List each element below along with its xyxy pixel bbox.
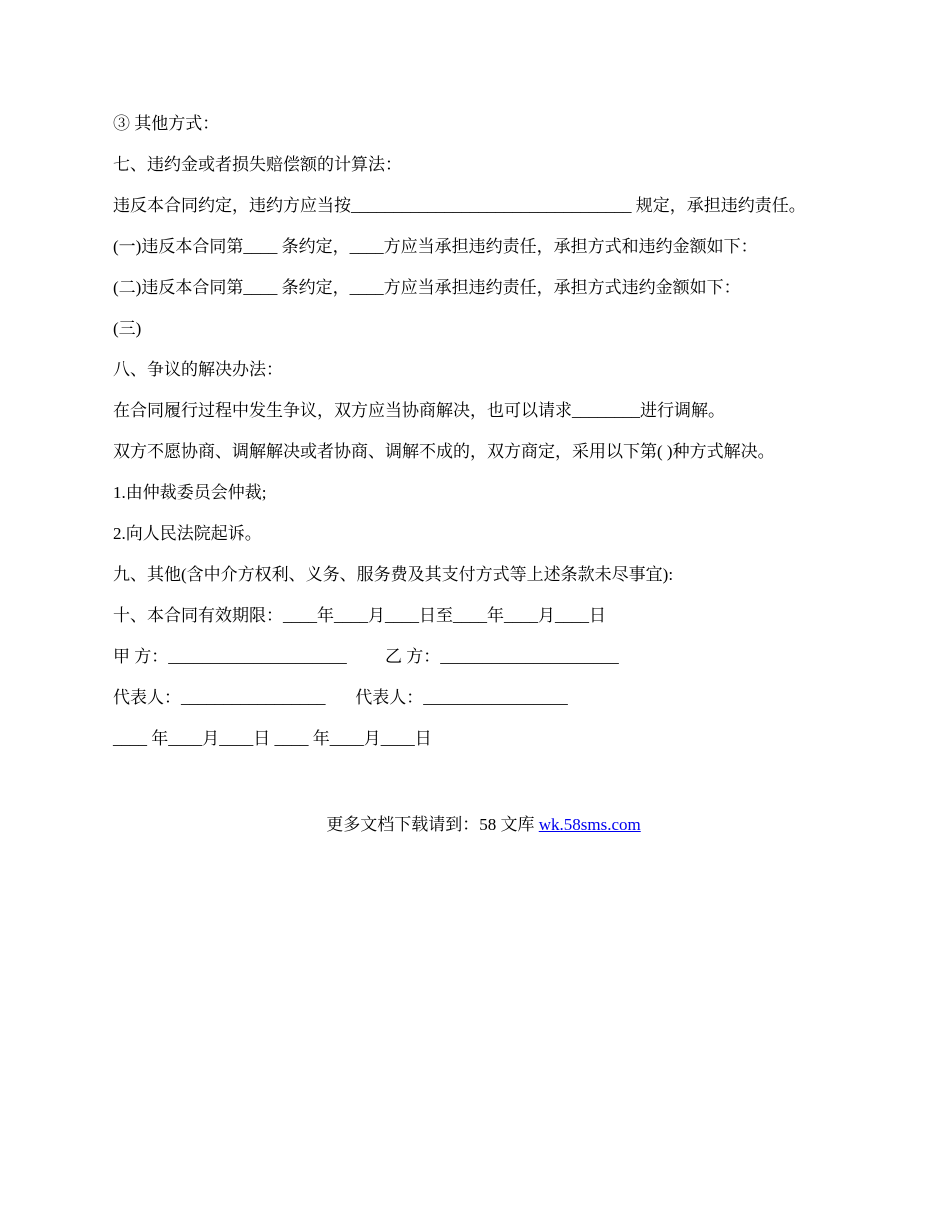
clause-line-mediation: 在合同履行过程中发生争议，双方应当协商解决，也可以请求________进行调解。 [113,401,725,420]
footer-text: 更多文档下载请到：58 文库 [326,815,539,834]
section-heading-9: 九、其他(含中介方权利、义务、服务费及其支付方式等上述条款未尽事宜): [113,565,674,584]
clause-line-other-methods: ③ 其他方式： [113,114,220,133]
clause-line-court: 2.向人民法院起诉。 [113,524,262,543]
clause-line-breach-3: (三) [113,319,142,338]
document-body [113,113,838,750]
signature-dates: ____ 年____月____日 ____ 年____月____日 [113,729,432,748]
signature-parties: 甲 方：_____________________ 乙 方：_____________________ [113,647,619,666]
footer-link[interactable]: wk.58sms.com [538,815,641,834]
section-heading-10: 十、本合同有效期限：____年____月____日至____年____月____日 [113,606,606,625]
section-heading-7: 七、违约金或者损失赔偿额的计算法： [113,155,402,174]
clause-line-arbitration: 1.由仲裁委员会仲裁; [113,483,267,502]
clause-line-breach-1: (一)违反本合同第____ 条约定，____方应当承担违约责任，承担方式和违约金额如下： [113,237,758,256]
signature-representatives: 代表人：_________________ 代表人：_________________ [113,688,568,707]
clause-line-breach: 违反本合同约定，违约方应当按_________________________________ 规定，承担违约责任。 [113,196,806,215]
clause-line-resolution: 双方不愿协商、调解解决或者协商、调解不成的，双方商定，采用以下第( )种方式解决。 [113,442,775,461]
footer [0,792,950,858]
clause-line-breach-2: (二)违反本合同第____ 条约定，____方应当承担违约责任，承担方式违约金额如下： [113,278,741,297]
section-heading-8: 八、争议的解决办法： [113,360,283,379]
